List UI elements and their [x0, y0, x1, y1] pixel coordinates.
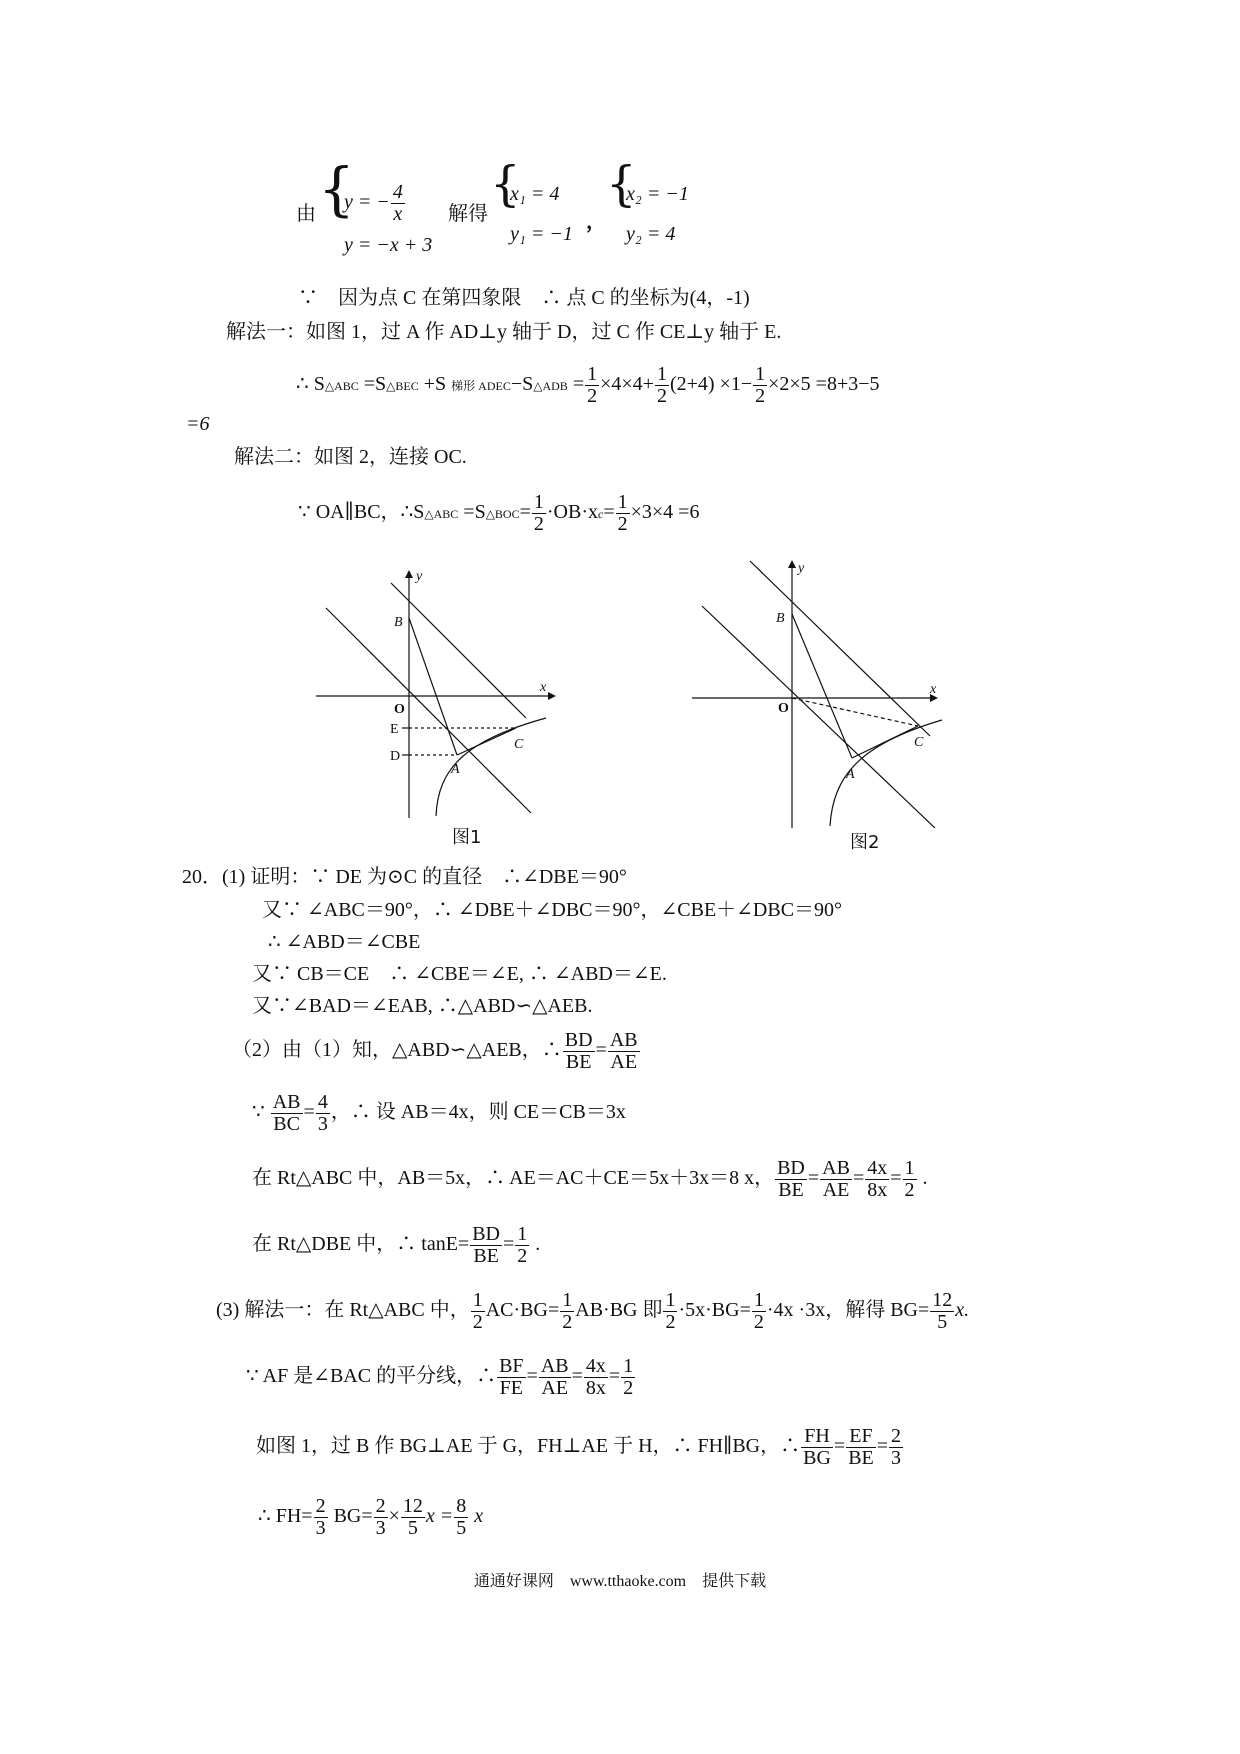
- p20-part2-line-1: [232, 1030, 641, 1073]
- area-sub4: △ADB: [533, 379, 568, 394]
- eq-sign: =: [503, 1233, 515, 1256]
- equation-1: [344, 182, 406, 225]
- den-be: BE: [473, 1245, 499, 1267]
- frac-ef-be: [846, 1426, 876, 1469]
- p3d-a: ∴ FH=: [258, 1505, 313, 1528]
- p20-part3-line-2: [246, 1356, 636, 1399]
- frac-1-2: [903, 1158, 917, 1201]
- den-be: BE: [848, 1447, 874, 1469]
- num-8: 8: [456, 1495, 467, 1517]
- dot: .: [922, 1167, 928, 1190]
- frac-2-3: [889, 1426, 903, 1469]
- fig1-label-d: D: [390, 749, 401, 764]
- area-a: ∴ S: [296, 373, 325, 396]
- fig1-x-arrow: [548, 692, 556, 700]
- eq-sign: =: [833, 1435, 846, 1458]
- num-1: 1: [753, 1289, 764, 1311]
- p3c-a: 如图 1，过 B 作 BG⊥AE 于 G，FH⊥AE 于 H，∴ FH∥BG，∴: [256, 1435, 801, 1458]
- den-2: 2: [517, 1245, 528, 1267]
- den-3: 3: [317, 1113, 328, 1135]
- num-ab: AB: [540, 1355, 569, 1377]
- area-c: +S: [418, 373, 452, 396]
- half-num: 1: [533, 491, 544, 513]
- half-num: 1: [656, 363, 667, 385]
- area-e: =: [567, 373, 585, 396]
- half-den: 2: [617, 513, 628, 535]
- fig2-label-c: C: [914, 735, 924, 750]
- p20-line-2: 又∵ ∠ABC＝90°，∴ ∠DBE＋∠DBC＝90°，∠CBE＋∠DBC＝90°: [262, 899, 843, 921]
- area-b: =S: [358, 373, 387, 396]
- fig2-segment-ba: [792, 614, 852, 758]
- half-frac-1: [585, 364, 599, 407]
- den-3: 3: [375, 1517, 386, 1539]
- eq-sign: =: [526, 1365, 538, 1388]
- area-f: ×4×4+: [600, 373, 654, 396]
- method2-line: 解法二：如图 2，连接 OC.: [234, 446, 467, 468]
- frac-ab-ae: [608, 1030, 640, 1073]
- num-ab: AB: [609, 1029, 638, 1051]
- eq1-num: 4: [392, 181, 403, 203]
- area-sub1: △ABC: [324, 379, 359, 394]
- area-sub2: △BEC: [386, 379, 419, 394]
- eq1-lhs: y = −: [344, 191, 390, 214]
- frac-fh-bg: [801, 1426, 833, 1469]
- num-2: 2: [315, 1495, 326, 1517]
- oa-line: [298, 492, 699, 535]
- y1-value: y₁ = −1: [510, 223, 573, 245]
- half-den: 2: [755, 385, 766, 407]
- num-12: 12: [402, 1495, 423, 1517]
- oa-c: =: [519, 501, 531, 524]
- eq-sign: =: [571, 1365, 583, 1388]
- jiede-text: 解得: [448, 203, 488, 225]
- fig1-label-x: x: [540, 680, 547, 695]
- oa-half-2: [616, 492, 630, 535]
- frac-bd-be-2: [775, 1158, 807, 1201]
- p20-part2-line-3: [252, 1158, 928, 1201]
- oa-sub1: △ABC: [424, 507, 459, 522]
- den-ae: AE: [822, 1179, 850, 1201]
- num-2: 2: [891, 1425, 902, 1447]
- num-12: 12: [932, 1289, 953, 1311]
- p20-part2-line-2: [252, 1092, 626, 1135]
- half-frac-3: [753, 364, 767, 407]
- frac-half-c: [663, 1290, 677, 1333]
- p2b-b: ，∴ 设 AB＝4x，则 CE＝CB＝3x: [330, 1101, 626, 1124]
- p20-part3-line-3: [256, 1426, 904, 1469]
- oa-sub3: c: [598, 507, 604, 522]
- frac-2-3-b: [314, 1496, 328, 1539]
- p3-c: AB·BG 即: [575, 1299, 663, 1322]
- dot: .: [535, 1233, 541, 1256]
- p2-a: （2）由（1）知，△ABD∽△AEB，∴: [232, 1039, 562, 1062]
- p20-part3-line-1: [216, 1290, 969, 1333]
- frac-4-3: [316, 1092, 330, 1135]
- comma: ，: [586, 211, 606, 233]
- den-8x: 8x: [585, 1377, 606, 1399]
- num-4x: 4x: [867, 1157, 888, 1179]
- y2-value: y₂ = 4: [626, 223, 676, 245]
- frac-ab-bc: [271, 1092, 303, 1135]
- den-2: 2: [562, 1311, 573, 1333]
- eq-sign: =: [303, 1101, 315, 1124]
- den-bg: BG: [803, 1447, 831, 1469]
- num-ef: EF: [846, 1426, 876, 1448]
- x2-value: x₂ = −1: [626, 183, 689, 205]
- half-den: 2: [533, 513, 544, 535]
- frac-4x-8x: [865, 1158, 889, 1201]
- eq-sign: =: [876, 1435, 889, 1458]
- frac-ab-ae-2: [820, 1158, 852, 1201]
- p20-line-3: ∴ ∠ABD＝∠CBE: [268, 931, 421, 953]
- figure-1: [316, 568, 566, 818]
- x1-value: x₁ = 4: [510, 183, 560, 205]
- num-ab: AB: [272, 1091, 301, 1113]
- p3-b: AC·BG=: [485, 1299, 560, 1322]
- oa-half: [532, 492, 546, 535]
- den-8x: 8x: [867, 1179, 888, 1201]
- area-line: [296, 364, 880, 407]
- den-be: BE: [778, 1179, 804, 1201]
- p3-e: ·4x ·3x，解得 BG=: [766, 1299, 930, 1322]
- equation-2: y = −x + 3: [344, 234, 433, 256]
- frac-bd-be-3: [470, 1224, 502, 1267]
- fig2-y-arrow: [788, 560, 796, 568]
- fig2-dash-oc: [792, 698, 918, 726]
- brace-sol1: {: [490, 156, 521, 212]
- fig2-label-y: y: [798, 561, 805, 576]
- area-d: −S: [510, 373, 534, 396]
- frac-half-d: [752, 1290, 766, 1333]
- frac-1-2-c: [621, 1356, 635, 1399]
- oa-e: =: [603, 501, 615, 524]
- eq-sign: =: [807, 1167, 820, 1190]
- eq1-frac: [391, 182, 405, 225]
- num-bd: BD: [777, 1157, 805, 1179]
- fig1-label-a: A: [451, 762, 460, 777]
- fig1-caption: 图1: [452, 827, 482, 848]
- fig1-label-c: C: [514, 737, 524, 752]
- oa-a: ∵ OA∥BC，∴S: [298, 501, 425, 524]
- num-fh: FH: [801, 1426, 833, 1448]
- frac-2-3-c: [374, 1496, 388, 1539]
- den-5: 5: [937, 1311, 948, 1333]
- fig2-label-b: B: [776, 611, 785, 626]
- fig1-label-o: O: [394, 702, 405, 717]
- p20-line-1: 20．(1) 证明：∵ DE 为⊙C 的直径 ∴∠DBE＝90°: [182, 866, 627, 888]
- den-2: 2: [472, 1311, 483, 1333]
- den-ae: AE: [610, 1051, 638, 1073]
- num-bf: BF: [499, 1355, 524, 1377]
- p3b-a: ∵ AF 是∠BAC 的平分线，∴: [246, 1365, 497, 1388]
- num-bd: BD: [564, 1029, 593, 1051]
- den-3: 3: [315, 1517, 326, 1539]
- area-g: (2+4) ×1−: [669, 373, 753, 396]
- num-1: 1: [623, 1355, 634, 1377]
- frac-half-a: [471, 1290, 485, 1333]
- half-num: 1: [587, 363, 598, 385]
- den-2: 2: [665, 1311, 676, 1333]
- den-2: 2: [623, 1377, 634, 1399]
- num-4: 4: [317, 1091, 328, 1113]
- frac-12-5-b: [401, 1496, 425, 1539]
- fig1-line-oa: [326, 608, 531, 813]
- oa-sub2: △BOC: [485, 507, 520, 522]
- p2d-a: 在 Rt△DBE 中，∴ tanE=: [252, 1233, 470, 1256]
- half-num: 1: [617, 491, 628, 513]
- fig1-segment-ba: [409, 618, 457, 755]
- frac-bd-be: [563, 1030, 595, 1073]
- oa-d: ·OB·x: [546, 501, 598, 524]
- half-den: 2: [656, 385, 667, 407]
- point-c-line: ∵ 因为点 C 在第四象限 ∴ 点 C 的坐标为(4，-1): [298, 287, 750, 309]
- p2c-a: 在 Rt△ABC 中，AB＝5x，∴ AE＝AC＋CE＝5x＋3x＝8 x，: [252, 1167, 775, 1190]
- fig2-label-x: x: [930, 682, 937, 697]
- method1-line: 解法一：如图 1，过 A 作 AD⊥y 轴于 D，过 C 作 CE⊥y 轴于 E.: [226, 321, 782, 343]
- frac-4x-8x-2: [584, 1356, 608, 1399]
- fig2-line-oa: [702, 606, 935, 828]
- den-5: 5: [407, 1517, 418, 1539]
- half-den: 2: [587, 385, 598, 407]
- den-fe: FE: [499, 1377, 523, 1399]
- x-end: x: [469, 1505, 484, 1528]
- frac-bf-fe: [497, 1356, 525, 1399]
- eq-6: =6: [186, 413, 210, 435]
- brace-left: {: [318, 155, 355, 223]
- frac-ab-ae-3: [539, 1356, 571, 1399]
- fig2-label-a: A: [846, 767, 855, 782]
- fig2-caption: 图2: [850, 832, 880, 853]
- num-2: 2: [375, 1495, 386, 1517]
- half-frac-2: [655, 364, 669, 407]
- eq-sign: =: [890, 1167, 902, 1190]
- fig1-segment-ac: [457, 728, 516, 755]
- fig2-line-bc: [750, 561, 930, 736]
- p20-part3-line-4: [258, 1496, 483, 1539]
- num-1: 1: [904, 1157, 915, 1179]
- fig2-label-o: O: [778, 701, 789, 716]
- area-sub3: 梯形 ADEC: [451, 379, 511, 394]
- p3d-c: x =: [425, 1505, 454, 1528]
- times: ×: [388, 1505, 400, 1528]
- den-3: 3: [891, 1447, 902, 1469]
- p3d-b: BG=: [328, 1505, 373, 1528]
- p20-line-5: 又∵∠BAD＝∠EAB, ∴△ABD∽△AEB.: [252, 995, 593, 1017]
- p20-line-4: 又∵ CB＝CE ∴ ∠CBE＝∠E, ∴ ∠ABD＝∠E.: [252, 963, 667, 985]
- den-bc: BC: [273, 1113, 300, 1135]
- num-1: 1: [472, 1289, 483, 1311]
- frac-8-5: [454, 1496, 468, 1539]
- num-1: 1: [517, 1223, 528, 1245]
- oa-f: ×3×4 =6: [630, 501, 700, 524]
- brace-sol2: {: [606, 156, 637, 212]
- p20-part2-line-4: [252, 1224, 540, 1267]
- num-1: 1: [665, 1289, 676, 1311]
- frac-12-5: [930, 1290, 954, 1333]
- fig1-label-y: y: [416, 569, 423, 584]
- you-char: 由: [296, 203, 316, 225]
- eq1-den: x: [393, 203, 403, 225]
- frac-half-b: [560, 1290, 574, 1333]
- p3-d: ·5x·BG=: [678, 1299, 751, 1322]
- half-num: 1: [755, 363, 766, 385]
- num-4x: 4x: [585, 1355, 606, 1377]
- den-ae: AE: [541, 1377, 569, 1399]
- den-2: 2: [753, 1311, 764, 1333]
- num-bd: BD: [472, 1223, 501, 1245]
- fig1-label-e: E: [390, 722, 399, 737]
- footer-text: 通通好课网 www.tthaoke.com 提供下载: [473, 1573, 767, 1590]
- fig1-line-bc: [391, 583, 526, 718]
- den-be: BE: [565, 1051, 592, 1073]
- num-1: 1: [562, 1289, 573, 1311]
- x-dot: x.: [955, 1299, 970, 1322]
- p2b-a: ∵: [252, 1101, 265, 1124]
- eq-sign: =: [608, 1365, 621, 1388]
- num-ab: AB: [822, 1157, 850, 1179]
- eq-sign: =: [595, 1039, 607, 1062]
- fig1-label-b: B: [394, 615, 403, 630]
- frac-1-2-b: [515, 1224, 529, 1267]
- den-5: 5: [456, 1517, 467, 1539]
- p3-a: (3) 解法一：在 Rt△ABC 中，: [216, 1299, 470, 1322]
- area-h: ×2×5 =8+3−5: [768, 373, 880, 396]
- den-2: 2: [904, 1179, 915, 1201]
- eq-sign: =: [852, 1167, 865, 1190]
- fig1-y-arrow: [405, 570, 413, 578]
- oa-b: =S: [458, 501, 486, 524]
- figure-2: [690, 556, 950, 828]
